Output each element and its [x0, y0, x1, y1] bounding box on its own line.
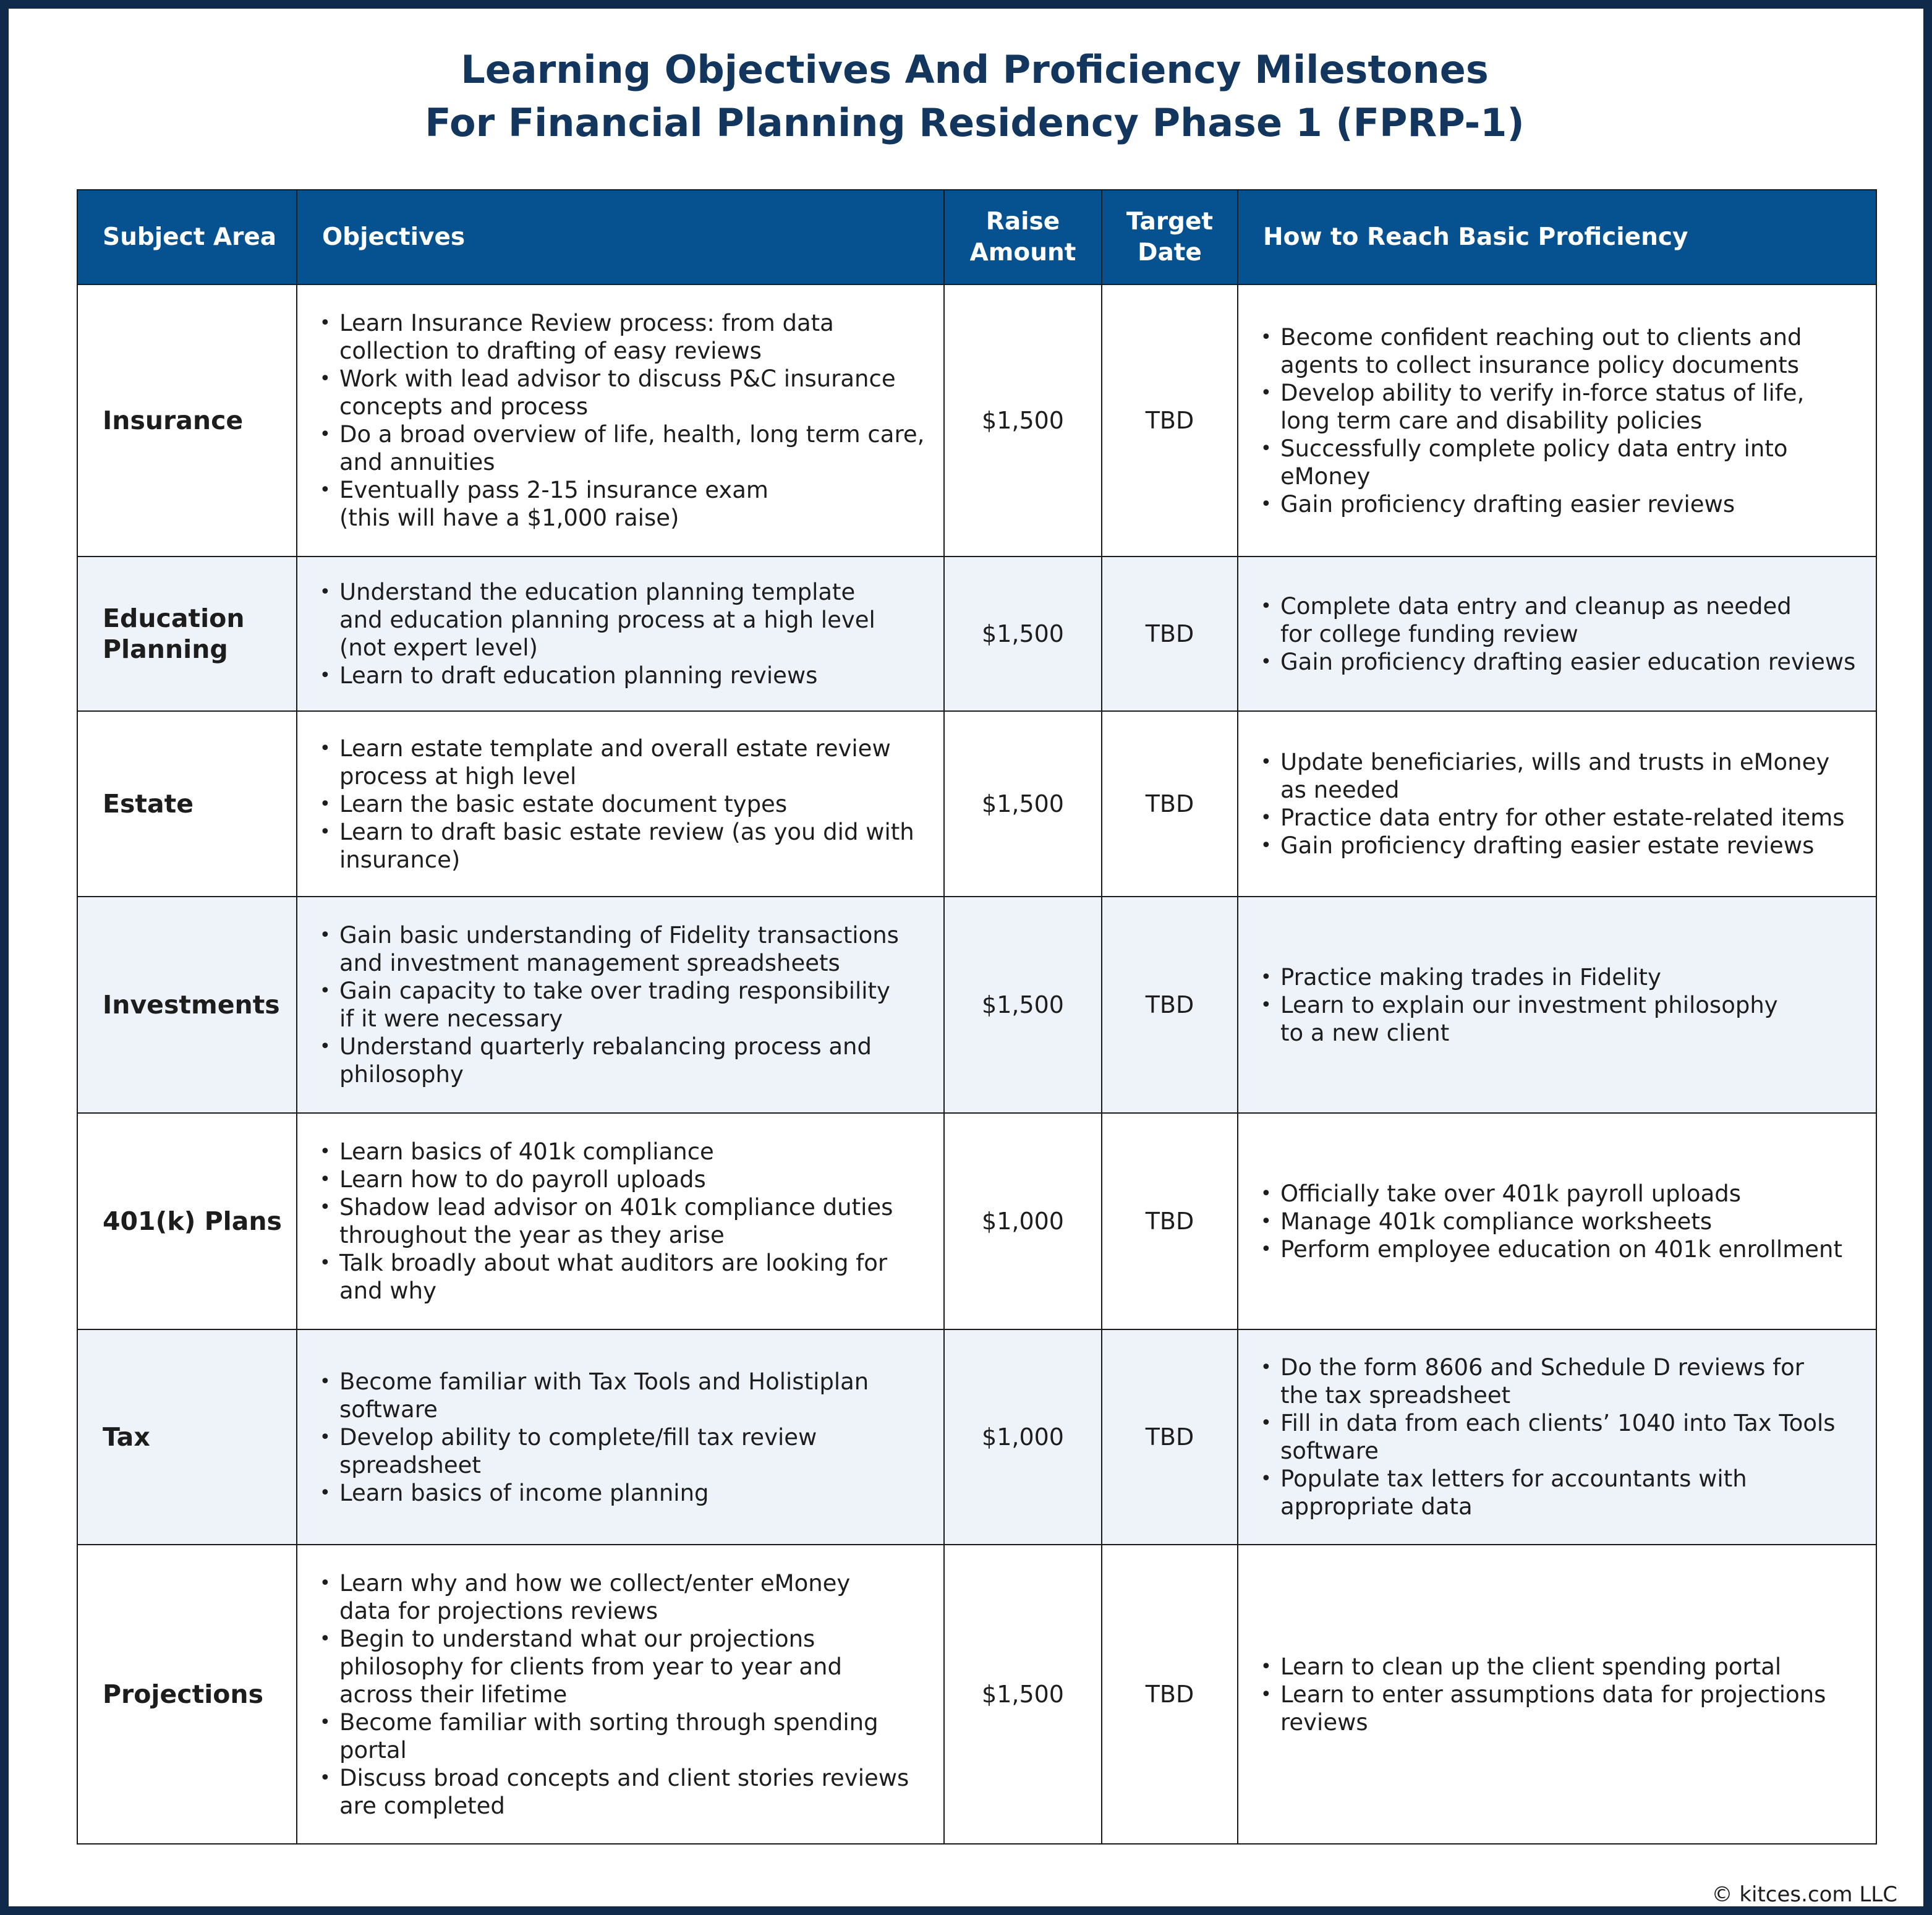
proficiency-item-text: • Update beneficiaries, wills and trusts in eMoney: [1280, 749, 1830, 775]
objective-item: [316, 1193, 931, 1249]
subject-area-label: Tax: [103, 1422, 150, 1452]
header-date-line-2: Date: [1138, 238, 1202, 267]
objective-item-text: if it were necessary: [339, 1005, 563, 1032]
proficiency-item-text: • Officially take over 401k payroll uploads: [1280, 1180, 1742, 1207]
objective-item-text: concepts and process: [339, 393, 589, 420]
subject-area-label: Planning: [103, 634, 228, 664]
objectives-cell-list: [316, 1368, 931, 1507]
proficiency-item-text: • Practice making trades in Fidelity: [1280, 963, 1661, 991]
objective-item: [316, 1423, 931, 1479]
proficiency-item: [1257, 804, 1863, 832]
proficiency-item: [1257, 379, 1863, 435]
objective-item-text: • Begin to understand what our projections: [339, 1625, 815, 1652]
objective-item-text: • Learn basics of 401k compliance: [339, 1138, 714, 1165]
objective-item: [316, 1569, 931, 1625]
objective-item-text: insurance): [339, 846, 461, 873]
table-row: [77, 711, 1876, 897]
proficiency-item-text: • Learn to explain our investment philosophy: [1280, 991, 1778, 1018]
objectives-cell: [297, 284, 944, 557]
proficiency-item-text: • Populate tax letters for accountants with: [1280, 1465, 1747, 1492]
table-row: [77, 1545, 1876, 1844]
objective-item-text: • Develop ability to complete/fill tax review: [339, 1423, 817, 1451]
raise-amount-cell: $1,000: [944, 1113, 1102, 1329]
objectives-cell-list: [316, 735, 931, 874]
title-line-1: Learning Objectives And Proficiency Milestones: [461, 47, 1489, 92]
objective-item-text: • Learn to draft basic estate review (as you did with: [339, 818, 914, 845]
objective-item-text: philosophy: [339, 1061, 464, 1088]
subject-area-label: Investments: [103, 990, 280, 1020]
proficiency-item: [1257, 490, 1863, 518]
proficiency-item: [1257, 1354, 1863, 1409]
objective-item: [316, 1625, 931, 1708]
copyright-notice: © kitces.com LLC: [1711, 1882, 1897, 1907]
header-objectives: Objectives: [297, 190, 944, 284]
proficiency-item-text: • Gain proficiency drafting easier education reviews: [1280, 648, 1856, 675]
subject-area-cell: [77, 284, 297, 557]
proficiency-cell: [1238, 897, 1876, 1113]
header-raise-line-1: Raise: [985, 207, 1060, 236]
objective-item: [316, 1708, 931, 1764]
proficiency-cell: [1238, 557, 1876, 711]
objective-item-text: • Learn how to do payroll uploads: [339, 1166, 706, 1193]
objectives-cell: [297, 557, 944, 711]
objective-item: [316, 790, 931, 818]
objective-item-text: and education planning process at a high level: [339, 607, 875, 633]
objective-item: [316, 1033, 931, 1088]
objective-item-text: • Understand quarterly rebalancing process and: [339, 1033, 872, 1060]
subject-area-cell: [77, 557, 297, 711]
proficiency-item-text: the tax spreadsheet: [1280, 1382, 1511, 1409]
subject-area-cell: [77, 1545, 297, 1844]
raise-amount-cell: $1,500: [944, 711, 1102, 897]
objective-item: [316, 662, 931, 689]
objective-item-text: • Talk broadly about what auditors are looking for: [339, 1250, 888, 1276]
proficiency-item: [1257, 1465, 1863, 1520]
header-how-to-reach: How to Reach Basic Proficiency: [1238, 190, 1876, 284]
proficiency-item-text: • Perform employee education on 401k enrollment: [1280, 1235, 1842, 1263]
subject-area-label: Education: [103, 604, 245, 633]
proficiency-item-text: • Learn to clean up the client spending portal: [1280, 1653, 1782, 1680]
objective-item-text: process at high level: [339, 762, 577, 790]
target-date-cell: TBD: [1102, 711, 1238, 897]
objective-item-text: • Learn to draft education planning reviews: [339, 662, 818, 689]
subject-area-label: Insurance: [103, 406, 244, 435]
target-date-cell: TBD: [1102, 284, 1238, 557]
objective-item-text: • Shadow lead advisor on 401k compliance duties: [339, 1194, 893, 1221]
objective-item-text: and investment management spreadsheets: [339, 950, 840, 976]
target-date-cell: TBD: [1102, 897, 1238, 1113]
objective-item: [316, 1764, 931, 1820]
proficiency-item-text: • Practice data entry for other estate-related items: [1280, 804, 1845, 831]
objective-item-text: • Learn basics of income planning: [339, 1479, 709, 1506]
objective-item: [316, 1138, 931, 1166]
proficiency-item: [1257, 323, 1863, 379]
proficiency-item-text: to a new client: [1280, 1019, 1450, 1046]
objectives-cell-list: [316, 921, 931, 1088]
proficiency-item-text: • Gain proficiency drafting easier reviews: [1280, 490, 1735, 518]
proficiency-item: [1257, 963, 1863, 991]
proficiency-cell: [1238, 284, 1876, 557]
subject-area-label: Projections: [103, 1679, 264, 1709]
target-date-cell: TBD: [1102, 1113, 1238, 1329]
raise-amount-cell: $1,500: [944, 1545, 1102, 1844]
objective-item-text: and why: [339, 1277, 436, 1304]
objective-item-text: are completed: [339, 1792, 505, 1819]
title-line-2: For Financial Planning Residency Phase 1 (FPRP-1): [425, 100, 1525, 145]
objective-item-text: • Gain basic understanding of Fidelity transactions: [339, 922, 899, 949]
subject-area-cell: [77, 711, 297, 897]
objective-item-text: • Learn why and how we collect/enter eMoney: [339, 1569, 851, 1597]
objective-item: [316, 578, 931, 662]
objective-item-text: • Gain capacity to take over trading responsibility: [339, 978, 890, 1004]
proficiency-item-text: • Manage 401k compliance worksheets: [1280, 1208, 1713, 1235]
header-date-line-1: Target: [1126, 207, 1214, 236]
objectives-cell-list: [316, 309, 931, 532]
objective-item-text: • Become familiar with sorting through spending: [339, 1708, 879, 1736]
objective-item-text: across their lifetime: [339, 1681, 568, 1708]
table-row: [77, 1113, 1876, 1329]
objective-item: [316, 365, 931, 420]
objectives-cell: [297, 1113, 944, 1329]
proficiency-item-text: software: [1280, 1438, 1379, 1464]
objective-item-text: • Work with lead advisor to discuss P&C insurance: [339, 365, 896, 392]
objective-item-text: • Understand the education planning template: [339, 579, 856, 605]
objectives-cell-list: [316, 1138, 931, 1305]
proficiency-item-text: agents to collect insurance policy documents: [1280, 351, 1800, 378]
proficiency-item-text: • Gain proficiency drafting easier estate reviews: [1280, 832, 1815, 859]
table-body: [77, 284, 1876, 1844]
proficiency-item: [1257, 592, 1863, 648]
objective-item-text: collection to drafting of easy reviews: [339, 338, 762, 364]
objective-item: [316, 735, 931, 790]
proficiency-cell-list: [1257, 1180, 1863, 1263]
table-row: [77, 897, 1876, 1113]
target-date-cell: TBD: [1102, 557, 1238, 711]
subject-area-label: Estate: [103, 789, 194, 819]
objectives-cell: [297, 711, 944, 897]
objectives-cell: [297, 1545, 944, 1844]
proficiency-item-text: • Successfully complete policy data entry into: [1280, 435, 1788, 462]
proficiency-item-text: as needed: [1280, 777, 1400, 803]
table-row: [77, 284, 1876, 557]
objective-item: [316, 818, 931, 874]
objective-item-text: and annuities: [339, 449, 495, 476]
header-target-date: [1102, 190, 1238, 284]
proficiency-item: [1257, 832, 1863, 859]
target-date-cell: TBD: [1102, 1545, 1238, 1844]
milestones-table: [77, 189, 1877, 1845]
table-row: [77, 557, 1876, 711]
objective-item-text: • Learn estate template and overall estate review: [339, 735, 891, 762]
objectives-cell: [297, 897, 944, 1113]
objective-item-text: philosophy for clients from year to year and: [339, 1653, 842, 1680]
proficiency-item-text: for college funding review: [1280, 620, 1578, 647]
proficiency-item-text: appropriate data: [1280, 1493, 1473, 1520]
objective-item: [316, 1479, 931, 1507]
table-header-row: [77, 190, 1876, 284]
objective-item-text: • Learn Insurance Review process: from data: [339, 310, 834, 336]
proficiency-item: [1257, 1180, 1863, 1208]
objective-item-text: portal: [339, 1736, 407, 1764]
proficiency-cell: [1238, 1329, 1876, 1545]
proficiency-cell-list: [1257, 1653, 1863, 1736]
objective-item-text: data for projections reviews: [339, 1597, 658, 1624]
objective-item-text: throughout the year as they arise: [339, 1222, 725, 1248]
proficiency-cell-list: [1257, 963, 1863, 1047]
proficiency-item: [1257, 1235, 1863, 1263]
proficiency-item: [1257, 1653, 1863, 1681]
proficiency-cell: [1238, 711, 1876, 897]
proficiency-cell: [1238, 1113, 1876, 1329]
objective-item: [316, 1166, 931, 1193]
proficiency-cell: [1238, 1545, 1876, 1844]
objective-item: [316, 977, 931, 1033]
proficiency-item-text: • Learn to enter assumptions data for projections: [1280, 1681, 1826, 1708]
objective-item-text: • Discuss broad concepts and client stories reviews: [339, 1764, 909, 1791]
proficiency-item: [1257, 748, 1863, 804]
proficiency-item: [1257, 1208, 1863, 1235]
header-raise-amount: [944, 190, 1102, 284]
target-date-cell: TBD: [1102, 1329, 1238, 1545]
objectives-cell-list: [316, 1569, 931, 1820]
proficiency-cell-list: [1257, 748, 1863, 859]
raise-amount-cell: $1,500: [944, 897, 1102, 1113]
raise-amount-cell: $1,500: [944, 557, 1102, 711]
raise-amount-cell: $1,500: [944, 284, 1102, 557]
subject-area-cell: [77, 1113, 297, 1329]
proficiency-cell-list: [1257, 592, 1863, 676]
objectives-cell: [297, 1329, 944, 1545]
proficiency-item-text: • Develop ability to verify in-force status of life,: [1280, 379, 1805, 406]
objective-item-text: (not expert level): [339, 634, 538, 661]
table-row: [77, 1329, 1876, 1545]
proficiency-item: [1257, 648, 1863, 676]
objective-item-text: spreadsheet: [339, 1451, 481, 1478]
objective-item-text: • Eventually pass 2-15 insurance exam: [339, 477, 768, 503]
objective-item-text: • Do a broad overview of life, health, long term care,: [339, 421, 925, 448]
proficiency-item-text: • Become confident reaching out to clients and: [1280, 323, 1802, 351]
proficiency-cell-list: [1257, 323, 1863, 518]
proficiency-item-text: reviews: [1280, 1708, 1368, 1736]
header-subject-area: Subject Area: [77, 190, 297, 284]
proficiency-item: [1257, 1681, 1863, 1736]
proficiency-item: [1257, 1409, 1863, 1465]
page-title: [9, 43, 1932, 150]
objective-item-text: (this will have a $1,000 raise): [339, 505, 679, 531]
objective-item: [316, 1249, 931, 1305]
objective-item: [316, 420, 931, 476]
proficiency-item: [1257, 435, 1863, 490]
objective-item-text: • Learn the basic estate document types: [339, 790, 788, 817]
objective-item-text: • Become familiar with Tax Tools and Holistiplan: [339, 1368, 869, 1395]
subject-area-cell: [77, 1329, 297, 1545]
objective-item: [316, 921, 931, 977]
objective-item-text: software: [339, 1396, 438, 1423]
objective-item: [316, 1368, 931, 1423]
subject-area-cell: [77, 897, 297, 1113]
proficiency-item-text: eMoney: [1280, 463, 1371, 490]
objectives-cell-list: [316, 578, 931, 689]
proficiency-cell-list: [1257, 1354, 1863, 1520]
proficiency-item-text: long term care and disability policies: [1280, 407, 1703, 434]
objective-item: [316, 309, 931, 365]
header-raise-line-2: Amount: [969, 238, 1076, 267]
proficiency-item-text: • Fill in data from each clients’ 1040 into Tax Tools: [1280, 1410, 1836, 1436]
proficiency-item-text: • Do the form 8606 and Schedule D reviews for: [1280, 1354, 1805, 1381]
raise-amount-cell: $1,000: [944, 1329, 1102, 1545]
subject-area-label: 401(k) Plans: [103, 1206, 282, 1236]
proficiency-item-text: • Complete data entry and cleanup as needed: [1280, 592, 1792, 620]
proficiency-item: [1257, 991, 1863, 1047]
objective-item: [316, 476, 931, 532]
